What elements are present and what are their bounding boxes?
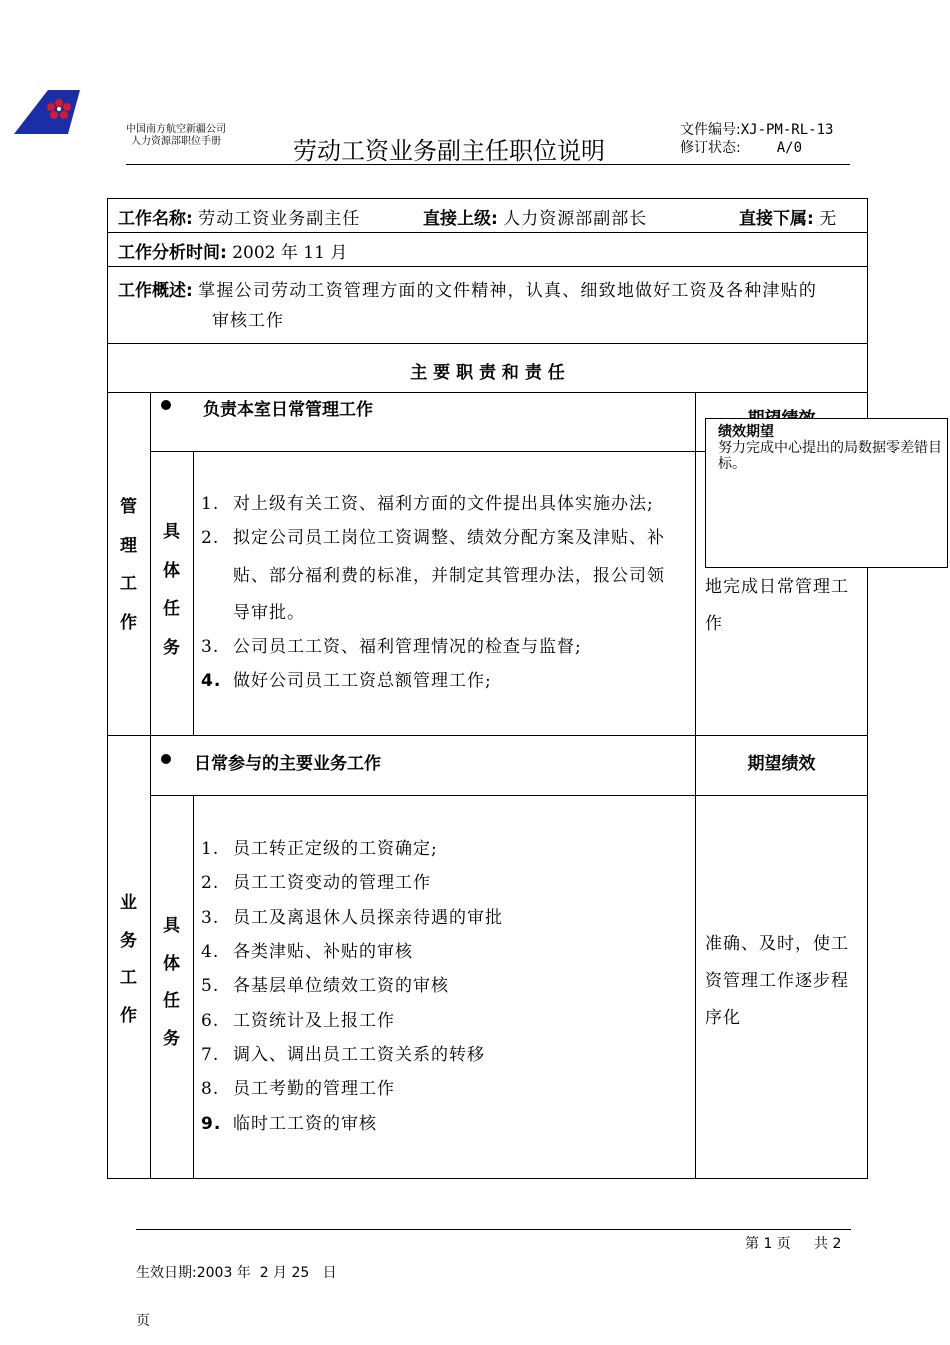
doc-no-label: 文件编号: [680, 122, 741, 138]
list-item: 4. 各类津贴、补贴的审核 [201, 942, 413, 962]
kapok-logo-icon [14, 90, 84, 135]
analysis-time-row [118, 238, 347, 263]
overview-line-2: 审核工作 [212, 311, 284, 331]
effective-date: 生效日期:2003 年 2 月 25 日 页 [136, 1265, 337, 1329]
col-divider [193, 795, 194, 1179]
list-item: 6. 工资统计及上报工作 [201, 1011, 395, 1031]
row-divider [150, 795, 868, 796]
section2-perf-text: 准确、及时，使工 资管理工作逐步程 序化 [705, 934, 849, 1028]
company-line-2: 人力资源部职位手册 [131, 136, 221, 147]
overview-label: 工作概述: [118, 281, 193, 301]
job-name-label: 工作名称: [118, 209, 193, 229]
company-name [126, 124, 226, 148]
list-item: 1. 员工转正定级的工资确定; [201, 839, 438, 859]
list-item: 2. 拟定公司员工岗位工资调整、绩效分配方案及津贴、补 [201, 528, 665, 548]
subordinate-value: 无 [819, 209, 837, 229]
list-item: 3. 员工及离退休人员探亲待遇的审批 [201, 908, 503, 928]
footer-divider [136, 1229, 851, 1230]
list-item: 1. 对上级有关工资、福利方面的文件提出具体实施办法; [201, 494, 654, 514]
page-total: 共 2 [814, 1236, 842, 1252]
superior-field [423, 204, 647, 229]
comment-box[interactable] [705, 418, 948, 568]
row-divider [107, 735, 868, 736]
revision-label: 修订状态: [680, 140, 741, 156]
section1-heading: 负责本室日常管理工作 [203, 400, 373, 420]
list-item: 4. 做好公司员工工资总额管理工作; [201, 671, 492, 691]
list-item: 导审批。 [233, 603, 305, 623]
airline-logo [14, 90, 84, 135]
section-title: 主 要 职 责 和 责 任 [410, 363, 565, 383]
bullet-icon [161, 400, 171, 410]
comment-title: 绩效期望 [718, 424, 774, 440]
analysis-time-label: 工作分析时间: [118, 243, 227, 263]
category-business: 业 务 工 作 [120, 893, 137, 1026]
list-item: 贴、部分福利费的标准，并制定其管理办法，报公司领 [233, 566, 665, 586]
section2-task-label: 具 体 任 务 [163, 916, 180, 1049]
doc-no-value: XJ-PM-RL-13 [740, 122, 834, 138]
row-divider [107, 392, 868, 393]
superior-label: 直接上级: [423, 209, 498, 229]
category-management: 管 理 工 作 [120, 497, 137, 633]
section2-perf-header: 期望绩效 [747, 754, 816, 774]
row-divider [107, 266, 868, 267]
comment-body: 努力完成中心提出的局数据零差错目标。 [718, 440, 942, 472]
list-item: 5. 各基层单位绩效工资的审核 [201, 976, 449, 996]
subordinate-label: 直接下属: [739, 209, 814, 229]
section1-perf-text: 地完成日常管理工 作 [705, 577, 849, 634]
superior-value: 人力资源部副部长 [503, 209, 648, 229]
section2-heading: 日常参与的主要业务工作 [194, 754, 381, 774]
list-item: 7. 调入、调出员工工资关系的转移 [201, 1045, 485, 1065]
doc-meta [680, 121, 833, 157]
list-item: 9. 临时工工资的审核 [201, 1114, 377, 1134]
section1-task-label: 具 体 任 务 [163, 522, 180, 658]
overview-line-1: 掌握公司劳动工资管理方面的文件精神，认真、细致地做好工资及各种津贴的 [198, 281, 818, 301]
row-divider [107, 232, 868, 233]
row-divider [107, 343, 868, 344]
overview-row [118, 273, 817, 309]
list-item: 2. 员工工资变动的管理工作 [201, 873, 431, 893]
company-line-1: 中国南方航空新疆公司 [126, 124, 226, 135]
col-divider [695, 392, 696, 1179]
list-item: 3. 公司员工工资、福利管理情况的检查与监督; [201, 637, 582, 657]
job-info-row [118, 204, 360, 229]
col-divider [193, 451, 194, 735]
col-divider [150, 392, 151, 1179]
header-divider [126, 164, 850, 165]
job-name-value: 劳动工资业务副主任 [198, 209, 361, 229]
analysis-time-value: 2002 年 11 月 [232, 243, 348, 263]
bullet-icon [161, 754, 171, 764]
subordinate-field [739, 204, 836, 229]
page-number: 第 1 页 [745, 1236, 791, 1252]
list-item: 8. 员工考勤的管理工作 [201, 1079, 395, 1099]
page-title: 劳动工资业务副主任职位说明 [293, 137, 605, 165]
revision-value: A/0 [776, 140, 803, 156]
